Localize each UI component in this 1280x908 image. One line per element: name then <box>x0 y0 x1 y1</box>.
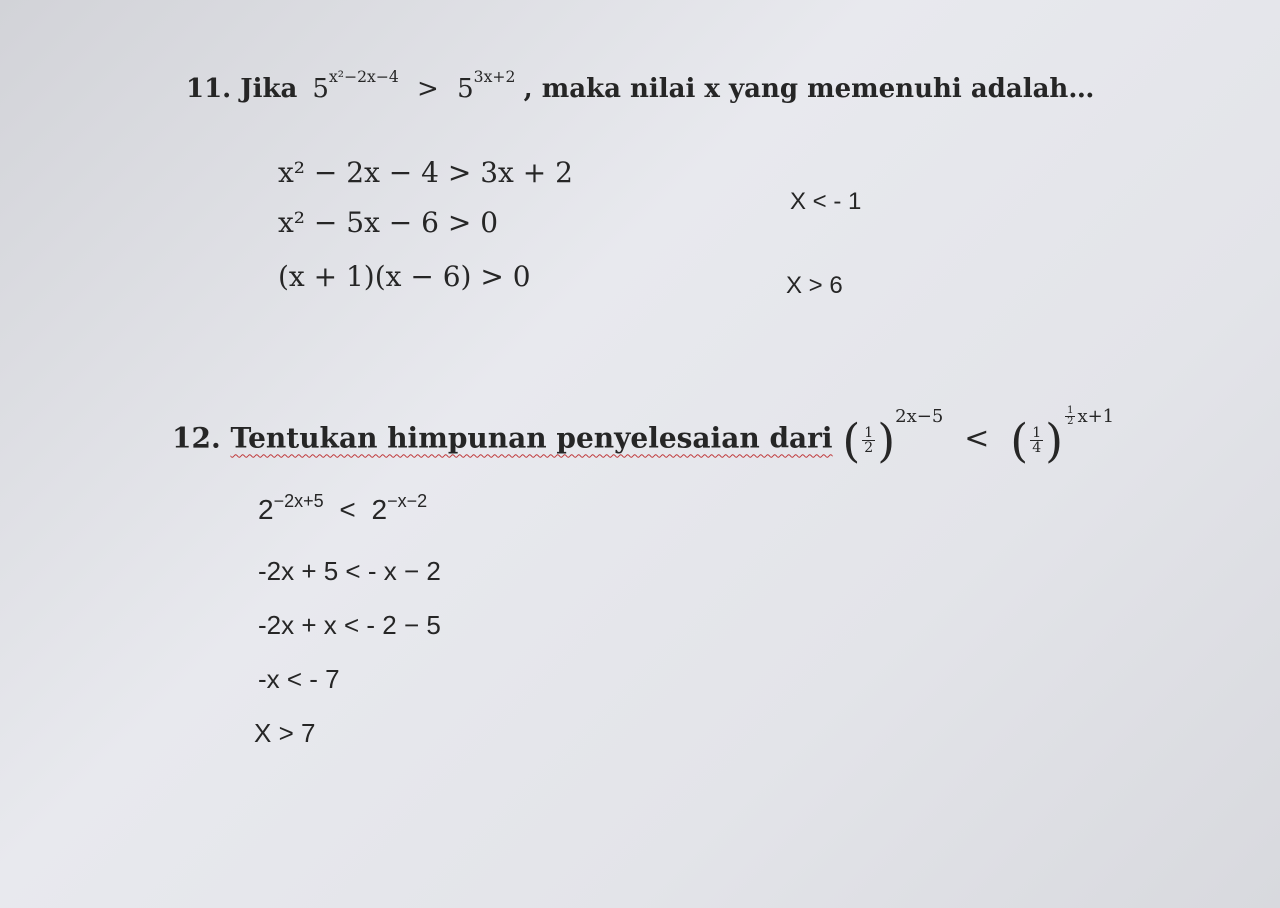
fraction-one-half <box>862 426 875 455</box>
rhs-exponent: 3x+2 <box>473 68 516 87</box>
q11-answer-1: X < - 1 <box>790 188 862 215</box>
fraction-denominator: 4 <box>1032 439 1042 456</box>
question-11-intro: Jika <box>240 74 298 104</box>
work-exponent: −2x+5 <box>273 491 324 511</box>
lhs-base: 5 <box>312 74 329 104</box>
q11-step-2: x² − 5x − 6 > 0 <box>278 206 499 239</box>
lhs-exponent: x²−2x−4 <box>328 68 399 87</box>
left-paren: ( <box>842 413 861 467</box>
question-12-inequality <box>842 405 1115 467</box>
question-11-number: 11. <box>186 74 232 104</box>
q11-step-1: x² − 2x − 4 > 3x + 2 <box>278 156 573 189</box>
q11-step-3: (x + 1)(x − 6) > 0 <box>278 260 531 293</box>
q12-work-line-1 <box>258 491 428 526</box>
q12-work-line-2: -2x + 5 < - x − 2 <box>258 556 441 586</box>
q11-answer-2: X > 6 <box>786 272 843 299</box>
rhs-base: 5 <box>457 74 474 104</box>
work-operator: < <box>339 494 356 525</box>
question-11-heading <box>186 68 1095 104</box>
work-base-2: 2 <box>371 494 388 525</box>
right-paren: ) <box>877 413 896 467</box>
question-12-number: 12. <box>172 421 221 455</box>
left-paren: ( <box>1010 413 1029 467</box>
inequality-operator: > <box>417 74 439 104</box>
exponent-tail: x+1 <box>1077 405 1115 427</box>
q12-work-line-3: -2x + x < - 2 − 5 <box>258 610 441 640</box>
exponent-fraction-denominator: 2 <box>1067 416 1074 427</box>
right-paren: ) <box>1045 413 1064 467</box>
exponent-1: 2x−5 <box>895 405 944 427</box>
question-12-heading <box>172 405 1115 467</box>
exponent-fraction <box>1065 406 1075 427</box>
exponent-2 <box>1063 406 1114 427</box>
fraction-denominator: 2 <box>864 439 874 456</box>
q12-work-line-5: X > 7 <box>254 718 316 748</box>
inequality-operator: < <box>964 420 990 456</box>
question-12-text: Tentukan himpunan penyelesaian dari <box>230 421 833 455</box>
exponent-fraction-numerator: 1 <box>1067 405 1074 416</box>
fraction-one-quarter <box>1030 426 1043 455</box>
work-base: 2 <box>258 494 274 525</box>
question-11-tail: , maka nilai x yang memenuhi adalah… <box>523 74 1095 104</box>
q12-work-line-4: -x < - 7 <box>258 664 340 694</box>
fraction-numerator: 1 <box>1032 424 1042 441</box>
fraction-numerator: 1 <box>864 424 874 441</box>
work-exponent-2: −x−2 <box>387 491 428 511</box>
question-11-inequality <box>312 68 523 104</box>
